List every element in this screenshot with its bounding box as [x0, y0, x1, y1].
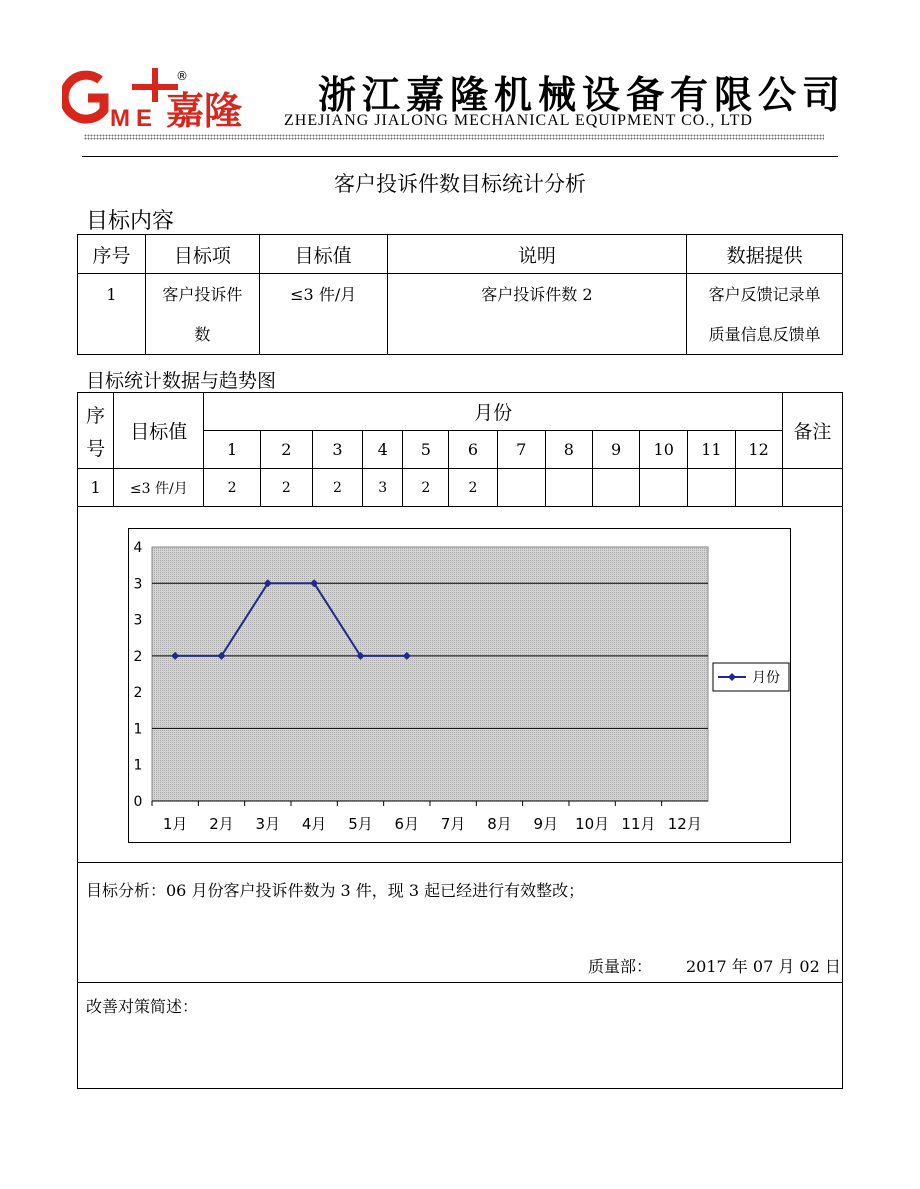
value-12 [735, 469, 782, 507]
y-tick-label: 4 [133, 540, 143, 556]
cell-provider: 客户反馈记录单 质量信息反馈单 [687, 274, 843, 355]
table-row [78, 469, 843, 507]
legend-label: 月份 [752, 670, 780, 686]
value-remark [782, 469, 842, 507]
month-9: 9 [592, 431, 639, 469]
header-no: 序 号 [78, 393, 114, 469]
month-6: 6 [449, 431, 497, 469]
value-5: 2 [403, 469, 449, 507]
month-3: 3 [312, 431, 362, 469]
value-1: 2 [204, 469, 260, 507]
month-1: 1 [204, 431, 260, 469]
value-11 [688, 469, 735, 507]
plot-area [152, 547, 708, 801]
legend [713, 663, 789, 691]
x-tick-label: 4月 [301, 815, 327, 833]
header-target: 目标值 [114, 393, 204, 469]
x-tick-label: 5月 [348, 815, 373, 833]
analysis-text: 目标分析：06 月份客户投诉件数为 3 件，现 3 起已经进行有效整改； [86, 881, 585, 900]
svg-text:M: M [110, 105, 130, 128]
svg-text:嘉隆: 嘉隆 [166, 89, 243, 128]
y-tick-label: 2 [133, 685, 143, 702]
x-tick-label: 3月 [255, 815, 281, 833]
month-12: 12 [735, 431, 782, 469]
x-tick-label: 1月 [162, 815, 188, 833]
row-target: ≤3 件/月 [114, 469, 204, 507]
company-name-en: ZHEJIANG JIALONG MECHANICAL EQUIPMENT CO., LTD [284, 112, 753, 129]
y-tick-label: 3 [133, 576, 143, 593]
target-section-title: 目标内容 [86, 209, 175, 234]
x-tick-label: 7月 [440, 815, 466, 833]
month-4: 4 [363, 431, 403, 469]
y-tick-label: 2 [133, 648, 143, 665]
target-table [77, 234, 843, 355]
y-tick-label: 1 [133, 721, 143, 738]
signature-dept: 质量部： [588, 957, 653, 976]
header-item: 目标项 [145, 235, 259, 274]
month-10: 10 [640, 431, 688, 469]
month-5: 5 [403, 431, 449, 469]
target-table-header [78, 235, 843, 274]
value-8 [545, 469, 592, 507]
y-tick-label: 1 [133, 757, 143, 774]
cell-item: 客户投诉件 数 [145, 274, 259, 355]
header-remark: 备注 [782, 393, 842, 469]
x-tick-label: 8月 [487, 815, 512, 833]
value-10 [640, 469, 688, 507]
header-divider [82, 156, 838, 157]
company-name-cn: 浙江嘉隆机械设备有限公司 [318, 72, 847, 117]
value-9 [592, 469, 639, 507]
x-tick-label: 11月 [621, 815, 656, 833]
header-no: 序号 [78, 235, 146, 274]
x-tick-label: 9月 [533, 815, 559, 833]
header-month: 月份 [204, 393, 782, 431]
month-11: 11 [688, 431, 735, 469]
y-tick-label: 3 [133, 612, 143, 629]
svg-text:E: E [136, 105, 153, 128]
cell-desc: 客户投诉件数 2 [387, 274, 687, 355]
x-tick-label: 12月 [667, 815, 702, 833]
y-tick-label: 0 [133, 794, 143, 810]
cell-no: 1 [78, 274, 146, 355]
header-desc: 说明 [387, 235, 687, 274]
dotted-divider [84, 134, 824, 140]
x-tick-label: 10月 [575, 815, 610, 833]
header-value: 目标值 [259, 235, 387, 274]
x-tick-label: 6月 [394, 815, 420, 833]
cell-value: ≤3 件/月 [259, 274, 387, 355]
header-provider: 数据提供 [687, 235, 843, 274]
month-8: 8 [545, 431, 592, 469]
value-2: 2 [260, 469, 312, 507]
table-row [78, 274, 843, 355]
month-7: 7 [497, 431, 545, 469]
svg-text:®: ® [176, 69, 188, 83]
x-tick-label: 2月 [209, 815, 234, 833]
value-6: 2 [449, 469, 497, 507]
trend-chart [128, 528, 792, 844]
company-logo [62, 66, 272, 128]
signature-date: 2017 年 07 月 02 日 [686, 957, 841, 976]
page-title: 客户投诉件数目标统计分析 [334, 172, 586, 196]
stats-section-title: 目标统计数据与趋势图 [86, 370, 277, 392]
month-2: 2 [260, 431, 312, 469]
value-3: 2 [312, 469, 362, 507]
value-4: 3 [363, 469, 403, 507]
improvement-label: 改善对策简述： [86, 997, 199, 1016]
value-7 [497, 469, 545, 507]
row-no: 1 [78, 469, 114, 507]
